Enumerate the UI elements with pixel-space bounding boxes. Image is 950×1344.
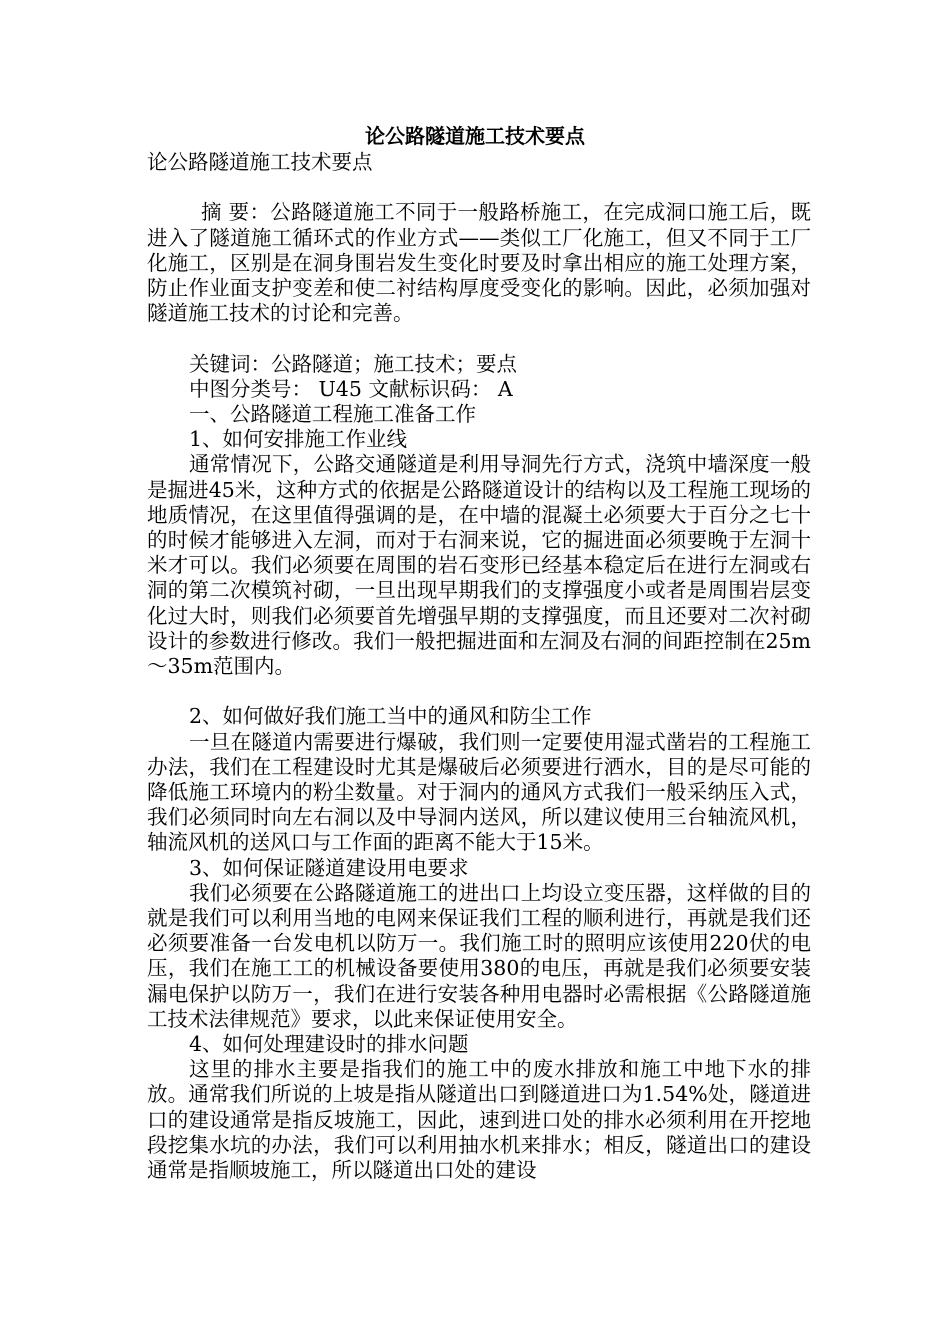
blank-line [147,175,811,200]
document-body [147,150,811,1183]
document-title: 论公路隧道施工技术要点 [365,124,585,148]
keywords-line: 关键词：公路隧道；施工技术；要点 [189,351,517,376]
subsection-heading: 4、如何处理建设时的排水问题 [189,1032,469,1057]
classification-line: 中图分类号： U45 文献标识码： A [189,376,513,401]
subsection-heading: 2、如何做好我们施工当中的通风和防尘工作 [189,704,592,729]
section-heading: 一、公路隧道工程施工准备工作 [189,402,476,426]
blank-line [147,679,811,704]
body-paragraph: 我们必须要在公路隧道施工的进出口上均设立变压器，这样做的目的就是我们可以利用当地的电网来保证我们工程的顺利进行，再就是我们还必须要准备一台发电机以防万一。我们施工时的照明应该使用220伏的电压，我们在施工工的机械设备要使用380的电压，再就是我们必须要安装漏电保护以防万一，我们在进行安装各种用电器时必需根据《公路隧道施工技术法律规范》要求，以此来保证使用安全。 [147,880,811,1031]
abstract-paragraph: 摘 要：公路隧道施工不同于一般路桥施工，在完成洞口施工后，既进入了隧道施工循环式的作业方式——类似工厂化施工，但又不同于工厂化施工，区别是在洞身围岩发生变化时要及时拿出相应的施工处理方案，防止作业面支护变差和使二衬结构厚度受变化的影响。因此，必须加强对隧道施工技术的讨论和完善。 [147,200,811,326]
blank-line [147,326,811,351]
document-subtitle: 论公路隧道施工技术要点 [147,150,373,174]
subsection-heading: 3、如何保证隧道建设用电要求 [189,855,469,880]
body-paragraph: 这里的排水主要是指我们的施工中的废水排放和施工中地下水的排放。通常我们所说的上坡是指从隧道出口到隧道进口为1.54%处，隧道进口的建设通常是指反坡施工，因此，速到进口处的排水必须利用在开挖地段挖集水坑的办法，我们可以利用抽水机来排水；相反，隧道出口的建设通常是指顺坡施工，所以隧道出口处的建设 [147,1057,811,1183]
body-paragraph: 通常情况下，公路交通隧道是利用导洞先行方式，浇筑中墙深度一般是掘进45米，这种方式的依据是公路隧道设计的结构以及工程施工现场的地质情况，在这里值得强调的是，在中墙的混凝土必须要大于百分之七十的时候才能够进入左洞，而对于右洞来说，它的掘进面必须要晚于左洞十米才可以。我们必须要在周围的岩石变形已经基本稳定后在进行左洞或右洞的第二次模筑衬砌，一旦出现早期我们的支撑强度小或者是周围岩层变化过大时，则我们必须要首先增强早期的支撑强度，而且还要对二次衬砌设计的参数进行修改。我们一般把掘进面和左洞及右洞的间距控制在25m～35m范围内。 [147,452,811,679]
subsection-heading: 1、如何安排施工作业线 [189,427,408,452]
body-paragraph: 一旦在隧道内需要进行爆破，我们则一定要使用湿式凿岩的工程施工办法，我们在工程建设时尤其是爆破后必须要进行洒水，目的是尽可能的降低施工环境内的粉尘数量。对于洞内的通风方式我们一般采纳压入式，我们必须同时向左右洞以及中导洞内送风，所以建议使用三台轴流风机，轴流风机的送风口与工作面的距离不能大于15米。 [147,729,811,855]
